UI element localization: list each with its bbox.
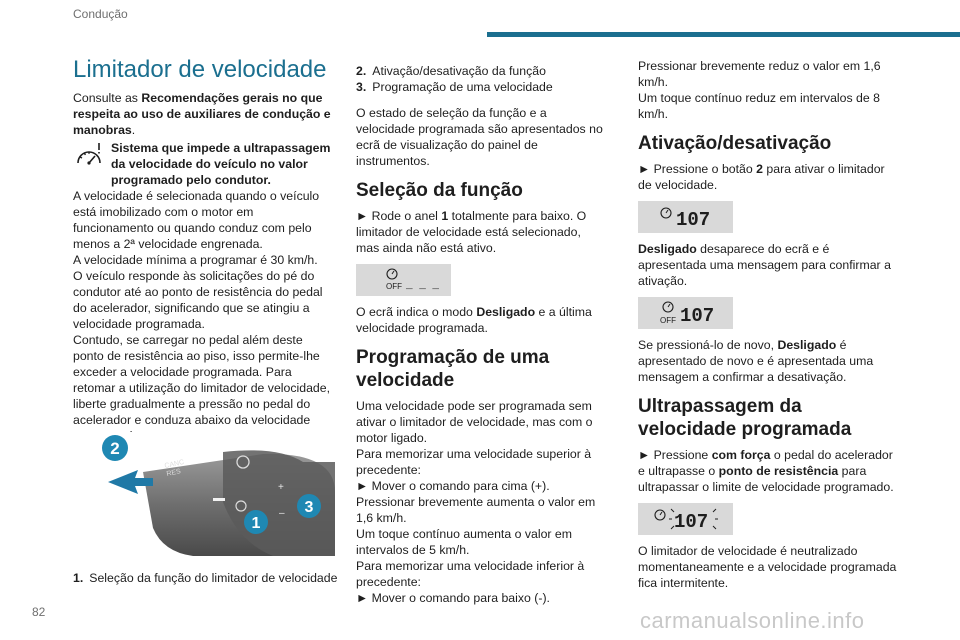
paragraph-dec2: Um toque contínuo reduz em intervalos de 8 km/h. <box>638 91 880 121</box>
section-header: Condução <box>73 7 128 21</box>
paragraph-neutralized: O limitador de velocidade é neutralizado momentaneamente e a velocidade programada fica intermitente. <box>638 544 897 590</box>
warning-text: Sistema que impede a ultrapassagem da velocidade do veículo no valor programado pelo condutor. <box>111 141 331 187</box>
heading-ultrapassagem: Ultrapassagem da velocidade programada <box>638 396 852 440</box>
display-speed-value: 107 <box>674 511 709 533</box>
ultra-text-1: ► Pressione <box>638 448 712 462</box>
steering-stalk-illustration <box>73 432 335 556</box>
consult-prefix: Consulte as <box>73 91 142 105</box>
step-suffix: totalmente para baixo. O limitador de velocidade está selecionado, mas ainda não está ativo. <box>356 209 587 255</box>
list-number: 3. <box>356 80 367 94</box>
svg-text:+: + <box>278 482 284 493</box>
consult-paragraph <box>73 90 335 138</box>
ultra-text-3: para ultrapassar o limite de velocidade programado. <box>638 464 894 494</box>
paragraph-prog4: Pressionar brevemente aumenta o valor em 1,6 km/h. <box>356 495 596 525</box>
figure-caption <box>73 571 343 585</box>
badge-2-label: 2 <box>110 439 120 458</box>
step-prefix: ► Rode o anel <box>356 209 442 223</box>
display-speed-value: 107 <box>676 209 711 231</box>
paragraph-response: O veículo responde às solicitações do pé do condutor até ao ponto de resistência do pedal do acelerador, significando que se atingiu a velocidade programada. <box>73 269 323 331</box>
step-prefix: ► Pressione o botão <box>638 162 757 176</box>
header-accent-bar <box>487 32 960 37</box>
display-off-text: OFF <box>660 316 676 325</box>
desl-suffix: desaparece do ecrã e é apresentada uma mensagem para confirmar a ativação. <box>638 242 891 288</box>
heading-ativacao: Ativação/desativação <box>638 133 832 154</box>
paragraph-off-mode <box>356 304 606 336</box>
list-text: Ativação/desativação da função <box>372 64 546 78</box>
paragraph-prog2: Para memorizar uma velocidade superior à precedente: <box>356 447 592 477</box>
speedometer-warning-icon <box>73 141 105 173</box>
ultra-bold-2: ponto de resistência <box>718 464 839 478</box>
paragraph-select-step <box>356 208 606 256</box>
paragraph-activate-step <box>638 161 900 193</box>
paragraph-prog7: ► Mover o comando para baixo (-). <box>356 591 550 605</box>
step-bold: 1 <box>441 209 449 223</box>
badge-1-label: 1 <box>251 515 261 532</box>
paragraph-dec1: Pressionar brevemente reduz o valor em 1,6 km/h. <box>638 59 881 89</box>
again-prefix: Se pressioná-lo de novo, <box>638 338 778 352</box>
display-off-text: OFF <box>386 282 402 291</box>
desl-bold: Desligado <box>638 242 697 256</box>
ultra-text-2: o pedal do acelerador e ultrapasse o <box>638 448 893 478</box>
off-suffix: e a última velocidade programada. <box>356 305 592 335</box>
display-speed-blinking <box>638 503 733 535</box>
page-number: 82 <box>32 605 46 619</box>
step-suffix: para ativar o limitador de velocidade. <box>638 162 885 192</box>
list-number: 2. <box>356 64 367 78</box>
paragraph-off-disappears <box>638 241 900 289</box>
paragraph-overtake-step <box>638 447 900 495</box>
warning-block <box>73 140 335 188</box>
paragraph-prog3: ► Mover o comando para cima (+). <box>356 479 550 493</box>
again-suffix: é apresentado de novo e é apresentada uma mensagem a confirmar a desativação. <box>638 338 874 384</box>
paragraph-prog1: Uma velocidade pode ser programada sem ativar o limitador de velocidade, mas com o motor ligado. <box>356 399 593 445</box>
heading-programacao: Programação de uma velocidade <box>356 347 550 391</box>
consult-link[interactable]: Recomendações gerais no que respeita ao uso de auxiliares de condução e manobras <box>73 91 331 137</box>
watermark: carmanualsonline.info <box>640 608 865 633</box>
paragraph-prog6: Para memorizar uma velocidade inferior à precedente: <box>356 559 585 589</box>
paragraph-press-again <box>638 337 900 385</box>
paragraph-selection: A velocidade é selecionada quando o veículo está imobilizado com o motor em funcionamento ou quando conduz com pelo menos a 2ª velocidade engrenada. <box>73 189 320 251</box>
off-prefix: O ecrã indica o modo <box>356 305 477 319</box>
display-speed-value: 107 <box>680 305 715 327</box>
ultra-bold-1: com força <box>711 448 771 462</box>
display-speed-off <box>638 297 733 329</box>
paragraph-prog5: Um toque contínuo aumenta o valor em intervalos de 5 km/h. <box>356 527 573 557</box>
list-item <box>356 63 606 79</box>
fig-text-cancel: CANC <box>163 458 185 470</box>
consult-suffix: . <box>131 123 136 137</box>
again-bold: Desligado <box>777 338 837 352</box>
list-text: Programação de uma velocidade <box>372 80 553 94</box>
fig-text-res: RES <box>165 468 182 478</box>
paragraph-state: O estado de seleção da função e a velocidade programada são apresentados no ecrã de visualização do painel de instrumentos. <box>356 106 603 168</box>
step-bold: 2 <box>756 162 763 176</box>
display-speed-active <box>638 201 733 233</box>
page-title: Limitador de velocidade <box>73 56 327 83</box>
column-right <box>638 58 900 591</box>
column-middle <box>356 63 606 606</box>
paragraph-min-speed: A velocidade mínima a programar é 30 km/h. <box>73 253 318 267</box>
badge-3-label: 3 <box>304 499 314 516</box>
display-off-dashes <box>356 264 451 296</box>
column-left <box>73 56 335 444</box>
display-dashes: _ _ _ <box>406 280 440 292</box>
caption-number: 1. <box>73 571 84 585</box>
heading-selecao: Seleção da função <box>356 180 523 201</box>
list-item <box>356 79 606 95</box>
paragraph-exceed: Contudo, se carregar no pedal além deste ponto de resistência ao piso, isso permite-lhe exceder a velocidade programada. Para retomar a utilização do limitador de velocidade, liberte gradualmente a pressão no pedal do acelerador e conduza abaixo da velocidade <box>73 333 331 427</box>
svg-text:–: – <box>279 508 285 519</box>
caption-text: Seleção da função do limitador de velocidade <box>89 571 338 585</box>
off-bold: Desligado <box>476 305 536 319</box>
